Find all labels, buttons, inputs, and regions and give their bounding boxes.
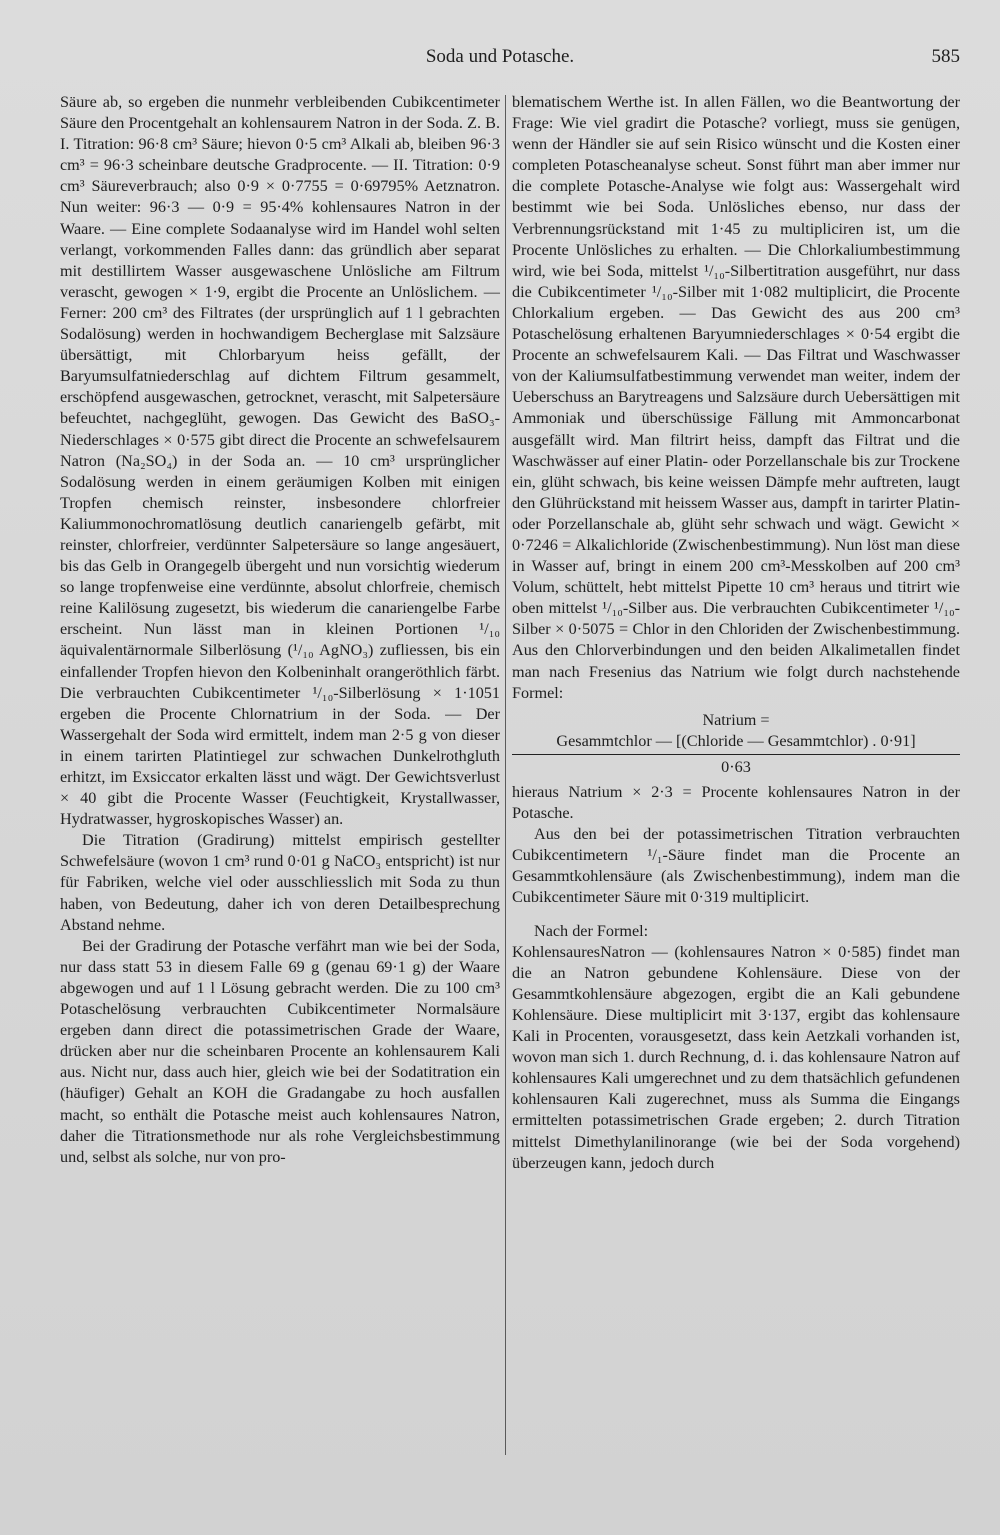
- paragraph: Nach der Formel:: [534, 921, 649, 940]
- left-column: [60, 92, 500, 1168]
- page-number: 585: [931, 46, 960, 67]
- right-column: [512, 92, 960, 1174]
- sodium-formula: [512, 710, 960, 778]
- paragraph: hieraus Natrium × 2·3 = Procente kohlensaures Natron in der Potasche.: [512, 783, 960, 823]
- fraction-bar: [512, 754, 960, 755]
- paragraph: Die Titration (Gradirung) mittelst empirisch gestellter Schwefelsäure (wovon 1 cm³ rund 0·01 g NaCO₃ entspricht) ist nur für Fabriken, welche viel oder ausschliesslich mit Soda zu thun haben, von Bedeutung, daher ich von deren Detailbesprechung Abstand nehme.: [60, 831, 500, 934]
- formula-fraction: [512, 731, 960, 778]
- column-divider: [505, 95, 506, 1455]
- spacer: [512, 909, 960, 921]
- page-title: Soda und Potasche.: [425, 46, 575, 67]
- formula-numerator: Gesammtchlor — [(Chloride — Gesammtchlor) . 0·91]: [556, 731, 916, 750]
- formula-denominator: 0·63: [721, 757, 751, 776]
- formula-lhs: Natrium =: [702, 710, 770, 729]
- paragraph: Aus den bei der potassimetrischen Titration verbrauchten Cubikcentimetern ¹/₁-Säure findet man die Procente an Gesammtkohlensäure (als Zwischenbestimmung), indem man die Cubikcentimeter Säure mit 0·319 multiplicirt.: [512, 825, 960, 907]
- paragraph: blematischem Werthe ist. In allen Fällen, wo die Beantwortung der Frage: Wie viel gradirt die Potasche? vorliegt, muss sie genügen, wenn der Händler sie auf sein Risico wünscht und die Kosten einer completen Potascheanalyse scheut. Sonst führt man aber immer nur die complete Potasche-Analyse wie folgt aus: Wassergehalt wird bestimmt wie bei Soda. Unlösliches ebenso, nur dass der Verbrennungsrückstand mit 1·45 zu multipliciren ist, um die Procente Unlösliches zu erhalten. — Die Chlorkaliumbestimmung wird, wie bei Soda, mittelst ¹/₁₀-Silbertitration ausgeführt, nur dass die Cubikcentimeter ¹/₁₀-Silber mit 1·082 multiplicirt, die Procente Chlorkalium ergeben. — Das Gewicht des aus 200 cm³ Potaschelösung erhaltenen Baryumniederschlages × 0·54 ergibt die Procente an schwefelsaurem Kali. — Das Filtrat und Waschwasser von der Kaliumsulfatbestimmung verwendet man weiter, indem der Ueberschuss an Barytreagens und Salzsäure durch Uebersättigen mit Ammoniak und überschüssige Fällung mit Ammoncarbonat ausgefällt wird. Man filtrirt heiss, dampft das Filtrat und die Waschwässer auf einer Platin- oder Porzellanschale bis zur Trockene ein, glüht schwach, bis keine weissen Dämpfe mehr auftreten, laugt den Glührückstand mit heissem Wasser aus, dampft in tarirter Platin- oder Porzellanschale ab, glüht sehr schwach und wägt. Gewicht × 0·7246 = Alkalichloride (Zwischenbestimmung). Nun löst man diese in Wasser auf, bringt in einem 200 cm³-Messkolben auf 200 cm³ Volum, schüttelt, hebt mittelst Pipette 10 cm³ heraus und titrirt wie oben mittelst ¹/₁₀-Silber aus. Die verbrauchten Cubikcentimeter ¹/₁₀-Silber × 0·5075 = Chlor in den Chloriden der Zwischenbestimmung. Aus den Chlorverbindungen und den beiden Alkalimetallen findet man nach Fresenius das Natrium wie folgt durch nachstehende Formel:: [512, 93, 960, 702]
- paragraph: Bei der Gradirung der Potasche verfährt man wie bei der Soda, nur dass statt 53 in diesem Falle 69 g (genau 69·1 g) der Waare abgewogen und auf 1 l Lösung gebracht werden. Die zu 100 cm³ Potaschelösung verbrauchten Cubikcentimeter Normalsäure ergeben dann direct die potassimetrischen Grade der Waare, drücken aber nur die scheinbaren Procente an kohlensaurem Kali aus. Nicht nur, dass auch hier, gleich wie bei der Sodatitration ein (häufiger) Gehalt an KOH die Gradangabe zu hoch ausfallen macht, so enthält die Potasche meist auch kohlensaures Natron, daher die Titrationsmethode nur als rohe Vergleichsbestimmung und, selbst als solche, nur von pro-: [60, 936, 500, 1166]
- paragraph: Säure ab, so ergeben die nunmehr verbleibenden Cubikcentimeter Säure den Procentgehalt an kohlensaurem Natron in der Soda. Z. B. I. Titration: 96·8 cm³ Säure; hievon 0·5 cm³ Alkali ab, bleiben 96·3 cm³ = 96·3 scheinbare deutsche Gradprocente. — II. Titration: 0·9 cm³ Säureverbrauch; also 0·9 × 0·7755 = 0·69795% Aetznatron. Nun weiter: 96·3 — 0·9 = 95·4% kohlensaures Natron in der Waare. — Eine complete Sodaanalyse wird im Handel wohl selten verlangt, vorkommenden Falles dann: das gründlich aber separat mit destillirtem Wasser ausgewaschene Unlösliche am Filtrum verascht, gewogen × 1·9, ergibt die Procente an Unlöslichem. — Ferner: 200 cm³ des Filtrates (der ursprünglich auf 1 l gebrachten Sodalösung) werden in hochwandigem Becherglase mit Salzsäure übersättigt, mit Chlorbaryum heiss gefällt, der Baryumsulfatniederschlag auf dichtem Filtrum gesammelt, erschöpfend ausgewaschen, getrocknet, verascht, mit Salpetersäure befeuchtet, nachgeglüht, gewogen. Das Gewicht des BaSO₃-Niederschlages × 0·575 gibt direct die Procente an schwefelsaurem Natron (Na₂SO₄) in der Soda an. — 10 cm³ ursprünglicher Sodalösung werden in einem geräumigen Kolben mit einigen Tropfen chemisch reinster, insbesondere chlorfreier Kaliummonochromatlösung deutlich canariengelb gefärbt, mit reinster, chlorfreier, verdünnter Salpetersäure so lange angesäuert, bis das Gelb in Orangegelb übergeht und nun vorsichtig wiederum so lange tropfenweise eine verdünnte, absolut chlorfreie, chemisch reine Kalilösung zugesetzt, bis wiederum die canariengelbe Farbe erscheint. Nun lässt man in kleinen Portionen ¹/₁₀ äquivalentärnormale Silberlösung (¹/₁₀ AgNO₃) zufliessen, bis ein einfallender Tropfen hievon den Kolbeninhalt orangeröthlich färbt. Die verbrauchten Cubikcentimeter ¹/₁₀-Silberlösung × 1·1051 ergeben die Procente Chlornatrium in der Soda. — Der Wassergehalt der Soda wird ermittelt, indem man 2·5 g von dieser in einem tarirten Platintiegel zur schwachen Dunkelrothgluth erhitzt, im Exsiccator erkalten lässt und wägt. Der Gewichtsverlust × 40 gibt die Procente Wasser (Feuchtigkeit, Krystallwasser, Hydratwasser, hygroskopisches Wasser) an.: [60, 93, 500, 829]
- running-header: [0, 46, 1000, 76]
- paragraph: KohlensauresNatron — (kohlensaures Natron × 0·585) findet man die an Natron gebundene Kohlensäure. Diese von der Gesammtkohlensäure abgezogen, ergibt die an Kali gebundene Kohlensäure. Diese multiplicirt mit 3·137, ergibt das kohlensaure Kali in Procenten, vorausgesetzt, dass kein Aetzkali vorhanden ist, wovon man sich 1. durch Rechnung, d. i. das kohlensaure Natron auf kohlensaures Kali umgerechnet und zu dem thatsächlich gefundenen kohlensauren Kali zugerechnet, muss als Summa die Eingangs ermittelten potassimetrischen Grade ergeben; 2. durch Titration mittelst Dimethylanilinorange (wie bei der Soda vorgehend) überzeugen kann, jedoch durch: [512, 942, 960, 1172]
